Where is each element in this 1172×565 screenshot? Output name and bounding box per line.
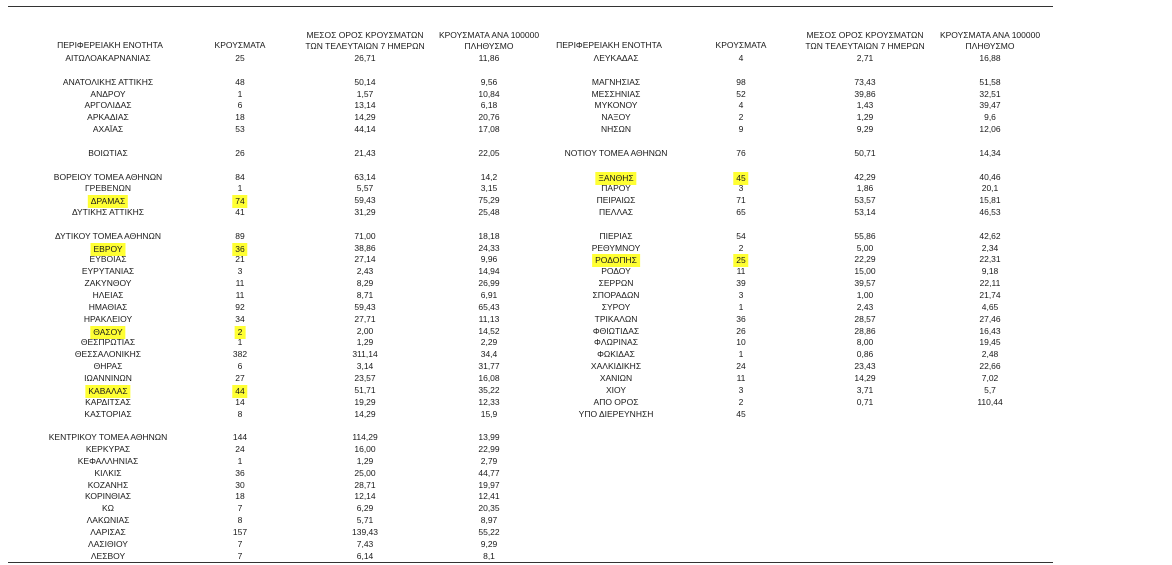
region-name-cell: ΦΩΚΙΔΑΣ <box>597 349 635 360</box>
cases-cell: 54 <box>736 230 746 241</box>
region-name-cell: ΚΕΡΚΥΡΑΣ <box>85 444 131 455</box>
cases-cell: 41 <box>235 207 245 218</box>
region-name-cell: ΗΛΕΙΑΣ <box>92 290 124 300</box>
region-name-cell: ΠΑΡΟΥ <box>601 183 631 194</box>
header-avg7-right <box>805 30 924 51</box>
avg7-cell: 14,29 <box>354 408 376 419</box>
per100k-cell: 18,18 <box>478 230 500 241</box>
per100k-cell: 35,22 <box>478 384 500 395</box>
cases-cell: 1 <box>237 88 243 99</box>
per100k-cell: 2,34 <box>981 242 999 253</box>
region-name-cell: ΚΩ <box>101 503 115 514</box>
avg7-cell: 22,29 <box>854 254 876 265</box>
header-per100k-line1: ΚΡΟΥΣΜΑΤΑ ΑΝΑ 100000 <box>939 30 1041 40</box>
cases-cell: 52 <box>736 88 746 99</box>
per100k-cell: 46,53 <box>979 207 1001 218</box>
per100k-cell: 14,2 <box>480 171 498 182</box>
region-name-cell: ΠΕΙΡΑΙΩΣ <box>596 195 636 206</box>
region-name-cell: ΘΕΣΠΡΩΤΙΑΣ <box>80 337 136 348</box>
avg7-cell: 14,29 <box>354 112 376 123</box>
cases-cell: 11 <box>736 372 746 383</box>
avg7-cell: 2,00 <box>356 325 374 336</box>
avg7-cell: 23,57 <box>354 372 376 383</box>
region-name-cell: ΔΡΑΜΑΣ <box>88 195 128 208</box>
region-name-cell: ΤΡΙΚΑΛΩΝ <box>594 313 638 324</box>
per100k-cell: 19,97 <box>478 479 500 490</box>
region-name-cell: ΚΑΡΔΙΤΣΑΣ <box>85 396 131 407</box>
avg7-cell: 53,57 <box>854 195 876 206</box>
region-name-cell: ΑΧΑΪΑΣ <box>92 124 124 135</box>
cases-cell: 7 <box>237 550 243 561</box>
cases-cell: 4 <box>738 53 744 63</box>
header-per100k-right <box>940 30 1040 51</box>
region-name-cell: ΦΘΙΩΤΙΔΑΣ <box>592 325 640 336</box>
cases-cell: 25 <box>235 53 245 63</box>
per100k-cell: 22,11 <box>979 278 1001 289</box>
avg7-cell: 7,43 <box>356 538 374 549</box>
region-name-cell: ΡΟΔΟΠΗΣ <box>592 254 640 267</box>
avg7-cell: 2,43 <box>856 301 874 312</box>
cases-cell: 25 <box>733 254 748 267</box>
region-name-cell: ΚΙΛΚΙΣ <box>94 467 122 478</box>
region-name-cell: ΧΙΟΥ <box>605 384 627 395</box>
avg7-cell: 31,29 <box>354 207 376 218</box>
avg7-cell: 27,71 <box>354 313 376 324</box>
per100k-cell: 40,46 <box>979 171 1001 182</box>
cases-cell: 36 <box>232 243 247 256</box>
per100k-cell: 20,1 <box>981 183 999 194</box>
cases-cell: 84 <box>235 171 245 182</box>
region-name-cell: ΣΥΡΟΥ <box>601 301 631 312</box>
region-name-cell: ΡΟΔΟΥ <box>601 266 631 277</box>
avg7-cell: 8,00 <box>856 337 874 348</box>
header-avg7-left <box>305 30 424 51</box>
per100k-cell: 3,15 <box>480 183 498 194</box>
per100k-cell: 8,97 <box>480 515 498 526</box>
avg7-cell: 16,00 <box>354 444 376 455</box>
avg7-cell: 15,00 <box>854 266 876 277</box>
per100k-cell: 11,86 <box>478 53 500 63</box>
avg7-cell: 6,14 <box>356 550 374 561</box>
bottom-rule <box>8 562 1053 563</box>
per100k-cell: 15,81 <box>979 195 1001 206</box>
region-name-cell: ΣΕΡΡΩΝ <box>598 278 634 289</box>
avg7-cell: 51,71 <box>354 384 376 395</box>
per100k-cell: 6,91 <box>480 290 498 300</box>
per100k-cell: 2,29 <box>480 337 498 348</box>
header-per100k-line1: ΚΡΟΥΣΜΑΤΑ ΑΝΑ 100000 <box>438 30 540 40</box>
avg7-cell: 25,00 <box>354 467 376 478</box>
avg7-cell: 19,29 <box>354 396 376 407</box>
cases-cell: 8 <box>237 408 243 419</box>
avg7-cell: 5,00 <box>856 242 874 253</box>
per100k-cell: 16,88 <box>979 53 1001 63</box>
avg7-cell: 3,71 <box>856 384 874 395</box>
cases-cell: 1 <box>738 349 744 360</box>
region-name-cell: ΚΟΡΙΝΘΙΑΣ <box>84 491 132 502</box>
cases-cell: 11 <box>235 290 245 300</box>
avg7-cell: 0,71 <box>856 396 874 407</box>
per100k-cell: 26,99 <box>478 278 500 289</box>
avg7-cell: 28,71 <box>354 479 376 490</box>
header-per100k-line2: ΠΛΗΘΥΣΜΟ <box>965 40 1015 51</box>
per100k-cell: 7,02 <box>981 372 999 383</box>
cases-cell: 11 <box>235 278 245 289</box>
header-region-left: ΠΕΡΙΦΕΡΕΙΑΚΗ ΕΝΟΤΗΤΑ <box>57 40 163 50</box>
avg7-cell: 23,43 <box>854 361 876 372</box>
cases-cell: 48 <box>235 76 245 87</box>
avg7-cell: 26,71 <box>354 53 376 63</box>
region-name-cell: ΝΗΣΩΝ <box>600 124 632 135</box>
per100k-cell: 110,44 <box>977 396 1003 407</box>
cases-cell: 3 <box>738 384 744 395</box>
region-name-cell: ΑΝΔΡΟΥ <box>90 88 126 99</box>
region-name-cell: ΑΡΚΑΔΙΑΣ <box>87 112 129 123</box>
header-per100k-left <box>439 30 539 51</box>
avg7-cell: 13,14 <box>354 100 376 111</box>
cases-cell: 6 <box>237 100 243 111</box>
avg7-cell: 2,43 <box>356 266 374 277</box>
per100k-cell: 8,1 <box>483 550 495 561</box>
region-name-cell: ΧΑΛΚΙΔΙΚΗΣ <box>590 361 642 372</box>
per100k-cell: 17,08 <box>478 124 500 135</box>
per100k-cell: 34,4 <box>480 349 498 360</box>
per100k-cell: 22,99 <box>478 444 500 455</box>
header-avg7-line1: ΜΕΣΟΣ ΟΡΟΣ ΚΡΟΥΣΜΑΤΩΝ <box>806 30 924 40</box>
cases-cell: 26 <box>736 325 746 336</box>
avg7-cell: 5,57 <box>356 183 374 194</box>
per100k-cell: 22,05 <box>478 147 500 158</box>
cases-cell: 53 <box>235 124 245 135</box>
region-name-cell: ΧΑΝΙΩΝ <box>599 372 633 383</box>
cases-cell: 4 <box>738 100 744 111</box>
avg7-cell: 27,14 <box>354 254 376 265</box>
region-name-cell: ΚΟΖΑΝΗΣ <box>87 479 129 490</box>
per100k-cell: 22,31 <box>979 254 1001 265</box>
region-name-cell: ΜΕΣΣΗΝΙΑΣ <box>591 88 641 99</box>
cases-cell: 11 <box>736 266 746 277</box>
cases-cell: 89 <box>235 230 245 241</box>
region-name-cell: ΝΟΤΙΟΥ ΤΟΜΕΑ ΑΘΗΝΩΝ <box>564 147 668 158</box>
cases-cell: 65 <box>736 207 746 218</box>
per100k-cell: 9,96 <box>480 254 498 265</box>
per100k-cell: 2,79 <box>480 455 498 466</box>
region-name-cell: ΒΟΙΩΤΙΑΣ <box>88 147 128 158</box>
cases-cell: 26 <box>235 147 245 158</box>
avg7-cell: 1,29 <box>356 337 374 348</box>
avg7-cell: 5,71 <box>356 515 374 526</box>
region-name-cell: ΠΙΕΡΙΑΣ <box>599 230 633 241</box>
avg7-cell: 59,43 <box>354 301 376 312</box>
region-name-cell: ΛΕΥΚΑΔΑΣ <box>593 53 639 63</box>
per100k-cell: 5,7 <box>984 384 996 395</box>
per100k-cell: 9,29 <box>480 538 498 549</box>
per100k-cell: 42,62 <box>979 230 1001 241</box>
cases-cell: 92 <box>235 301 245 312</box>
avg7-cell: 2,71 <box>856 53 874 63</box>
avg7-cell: 6,29 <box>356 503 374 514</box>
avg7-cell: 114,29 <box>352 432 378 443</box>
cases-cell: 36 <box>736 313 746 324</box>
cases-cell: 14 <box>235 396 245 407</box>
region-name-cell: ΚΑΒΑΛΑΣ <box>85 385 130 398</box>
cases-cell: 10 <box>736 337 746 348</box>
region-name-cell: ΠΕΛΛΑΣ <box>598 207 634 218</box>
cases-cell: 18 <box>235 112 245 123</box>
per100k-cell: 14,52 <box>478 325 500 336</box>
per100k-cell: 24,33 <box>478 242 500 253</box>
region-name-cell: ΞΑΝΘΗΣ <box>595 172 636 185</box>
avg7-cell: 50,71 <box>854 147 876 158</box>
region-name-cell: ΜΑΓΝΗΣΙΑΣ <box>591 76 641 87</box>
region-name-cell: ΑΡΓΟΛΙΔΑΣ <box>84 100 132 111</box>
per100k-cell: 55,22 <box>478 527 500 537</box>
region-name-cell: ΡΕΘΥΜΝΟΥ <box>591 242 641 253</box>
per100k-cell: 9,56 <box>480 76 498 87</box>
avg7-cell: 59,43 <box>354 195 376 206</box>
avg7-cell: 21,43 <box>354 147 376 158</box>
header-avg7-line1: ΜΕΣΟΣ ΟΡΟΣ ΚΡΟΥΣΜΑΤΩΝ <box>306 30 424 40</box>
per100k-cell: 9,18 <box>981 266 999 277</box>
region-name-cell: ΙΩΑΝΝΙΝΩΝ <box>84 372 132 383</box>
avg7-cell: 55,86 <box>854 230 876 241</box>
per100k-cell: 44,77 <box>478 467 500 478</box>
per100k-cell: 32,51 <box>979 88 1001 99</box>
region-name-cell: ΓΡΕΒΕΝΩΝ <box>85 183 131 194</box>
cases-cell: 382 <box>232 349 248 360</box>
cases-cell: 2 <box>738 112 744 123</box>
avg7-cell: 311,14 <box>352 349 378 360</box>
per100k-cell: 21,74 <box>979 290 1001 300</box>
per100k-cell: 27,46 <box>979 313 1001 324</box>
region-name-cell: ΑΠΟ ΟΡΟΣ <box>593 396 639 407</box>
region-name-cell: ΑΙΤΩΛΟΑΚΑΡΝΑΝΙΑΣ <box>65 53 151 63</box>
cases-cell: 76 <box>736 147 746 158</box>
avg7-cell: 1,43 <box>856 100 874 111</box>
avg7-cell: 28,86 <box>854 325 876 336</box>
per100k-cell: 12,06 <box>979 124 1001 135</box>
cases-cell: 27 <box>235 372 245 383</box>
avg7-cell: 38,86 <box>354 242 376 253</box>
cases-cell: 98 <box>736 76 746 87</box>
per100k-cell: 15,9 <box>480 408 498 419</box>
per100k-cell: 20,76 <box>478 112 500 123</box>
per100k-cell: 2,48 <box>981 349 999 360</box>
region-name-cell: ΛΑΚΩΝΙΑΣ <box>86 515 130 526</box>
region-name-cell: ΘΑΣΟΥ <box>90 326 125 339</box>
region-name-cell: ΝΑΞΟΥ <box>601 112 631 123</box>
per100k-cell: 11,13 <box>478 313 500 324</box>
region-name-cell: ΕΒΡΟΥ <box>90 243 125 256</box>
cases-cell: 18 <box>235 491 245 502</box>
avg7-cell: 63,14 <box>354 171 376 182</box>
cases-cell: 1 <box>237 183 243 194</box>
header-cases-left: ΚΡΟΥΣΜΑΤΑ <box>214 40 266 50</box>
per100k-cell: 12,41 <box>478 491 500 502</box>
avg7-cell: 39,86 <box>854 88 876 99</box>
avg7-cell: 14,29 <box>854 372 876 383</box>
cases-cell: 45 <box>736 408 746 419</box>
region-name-cell: ΗΡΑΚΛΕΙΟΥ <box>83 313 133 324</box>
cases-cell: 9 <box>738 124 744 135</box>
cases-cell: 71 <box>736 195 746 206</box>
cases-cell: 34 <box>235 313 245 324</box>
per100k-cell: 16,08 <box>478 372 500 383</box>
per100k-cell: 12,33 <box>478 396 500 407</box>
avg7-cell: 28,57 <box>854 313 876 324</box>
avg7-cell: 50,14 <box>354 76 376 87</box>
avg7-cell: 1,57 <box>356 88 374 99</box>
region-name-cell: ΛΕΣΒΟΥ <box>90 550 126 561</box>
cases-cell: 44 <box>232 385 247 398</box>
region-name-cell: ΚΕΝΤΡΙΚΟΥ ΤΟΜΕΑ ΑΘΗΝΩΝ <box>48 432 168 443</box>
per100k-cell: 65,43 <box>478 301 500 312</box>
cases-cell: 2 <box>738 242 744 253</box>
region-name-cell: ΣΠΟΡΑΔΩΝ <box>592 290 640 300</box>
region-name-cell: ΘΗΡΑΣ <box>93 361 123 372</box>
per100k-cell: 9,6 <box>984 112 996 123</box>
header-cases-right: ΚΡΟΥΣΜΑΤΑ <box>715 40 767 50</box>
avg7-cell: 42,29 <box>854 171 876 182</box>
header-avg7-line2: ΤΩΝ ΤΕΛΕΥΤΑΙΩΝ 7 ΗΜΕΡΩΝ <box>305 40 425 51</box>
cases-cell: 3 <box>237 266 243 277</box>
per100k-cell: 51,58 <box>979 76 1001 87</box>
cases-cell: 7 <box>237 538 243 549</box>
cases-cell: 157 <box>232 527 248 537</box>
per100k-cell: 6,18 <box>480 100 498 111</box>
cases-cell: 30 <box>235 479 245 490</box>
region-name-cell: ΛΑΡΙΣΑΣ <box>90 527 126 537</box>
cases-cell: 2 <box>738 396 744 407</box>
region-name-cell: ΖΑΚΥΝΘΟΥ <box>84 278 132 289</box>
avg7-cell: 3,14 <box>356 361 374 372</box>
per100k-cell: 14,34 <box>979 147 1001 158</box>
region-name-cell: ΚΕΦΑΛΛΗΝΙΑΣ <box>77 455 139 466</box>
cases-cell: 7 <box>237 503 243 514</box>
header-region-right: ΠΕΡΙΦΕΡΕΙΑΚΗ ΕΝΟΤΗΤΑ <box>556 40 662 50</box>
cases-cell: 2 <box>235 326 246 339</box>
avg7-cell: 1,86 <box>856 183 874 194</box>
per100k-cell: 14,94 <box>478 266 500 277</box>
cases-cell: 144 <box>232 432 248 443</box>
cases-cell: 39 <box>736 278 746 289</box>
avg7-cell: 8,71 <box>356 290 374 300</box>
per100k-cell: 22,66 <box>979 361 1001 372</box>
per100k-cell: 13,99 <box>478 432 500 443</box>
avg7-cell: 12,14 <box>354 491 376 502</box>
region-name-cell: ΦΛΩΡΙΝΑΣ <box>594 337 638 348</box>
per100k-cell: 39,47 <box>979 100 1001 111</box>
cases-cell: 3 <box>738 183 744 194</box>
per100k-cell: 20,35 <box>478 503 500 514</box>
cases-cell: 3 <box>738 290 744 300</box>
region-name-cell: ΔΥΤΙΚΟΥ ΤΟΜΕΑ ΑΘΗΝΩΝ <box>54 230 162 241</box>
avg7-cell: 73,43 <box>854 76 876 87</box>
region-name-cell: ΜΥΚΟΝΟΥ <box>594 100 638 111</box>
region-name-cell: ΑΝΑΤΟΛΙΚΗΣ ΑΤΤΙΚΗΣ <box>62 76 154 87</box>
region-name-cell: ΕΥΒΟΙΑΣ <box>89 254 127 265</box>
avg7-cell: 39,57 <box>854 278 876 289</box>
cases-cell: 1 <box>237 337 243 348</box>
cases-cell: 8 <box>237 515 243 526</box>
cases-cell: 45 <box>733 172 748 185</box>
cases-cell: 24 <box>736 361 746 372</box>
region-name-cell: ΒΟΡΕΙΟΥ ΤΟΜΕΑ ΑΘΗΝΩΝ <box>53 171 163 182</box>
avg7-cell: 44,14 <box>354 124 376 135</box>
region-name-cell: ΔΥΤΙΚΗΣ ΑΤΤΙΚΗΣ <box>71 207 145 218</box>
top-rule <box>8 6 1053 7</box>
per100k-cell: 16,43 <box>979 325 1001 336</box>
avg7-cell: 53,14 <box>854 207 876 218</box>
cases-cell: 1 <box>738 301 744 312</box>
avg7-cell: 139,43 <box>352 527 378 537</box>
region-name-cell: ΕΥΡΥΤΑΝΙΑΣ <box>81 266 135 277</box>
avg7-cell: 1,00 <box>856 290 874 300</box>
per100k-cell: 75,29 <box>478 195 500 206</box>
per100k-cell: 10,84 <box>478 88 500 99</box>
region-name-cell: ΥΠΟ ΔΙΕΡΕΥΝΗΣΗ <box>578 408 654 419</box>
per100k-cell: 25,48 <box>478 207 500 218</box>
cases-cell: 21 <box>235 254 245 265</box>
avg7-cell: 8,29 <box>356 278 374 289</box>
per100k-cell: 31,77 <box>478 361 500 372</box>
region-name-cell: ΗΜΑΘΙΑΣ <box>88 301 128 312</box>
per100k-cell: 4,65 <box>981 301 999 312</box>
cases-cell: 1 <box>237 455 243 466</box>
header-avg7-line2: ΤΩΝ ΤΕΛΕΥΤΑΙΩΝ 7 ΗΜΕΡΩΝ <box>805 40 925 51</box>
header-per100k-line2: ΠΛΗΘΥΣΜΟ <box>464 40 514 51</box>
avg7-cell: 71,00 <box>354 230 376 241</box>
cases-cell: 6 <box>237 361 243 372</box>
region-name-cell: ΚΑΣΤΟΡΙΑΣ <box>84 408 132 419</box>
avg7-cell: 1,29 <box>856 112 874 123</box>
avg7-cell: 9,29 <box>856 124 874 135</box>
avg7-cell: 1,29 <box>356 455 374 466</box>
region-name-cell: ΘΕΣΣΑΛΟΝΙΚΗΣ <box>74 349 142 360</box>
cases-cell: 24 <box>235 444 245 455</box>
per100k-cell: 19,45 <box>979 337 1001 348</box>
cases-cell: 36 <box>235 467 245 478</box>
region-name-cell: ΛΑΣΙΘΙΟΥ <box>88 538 128 549</box>
cases-cell: 74 <box>232 195 247 208</box>
avg7-cell: 0,86 <box>856 349 874 360</box>
